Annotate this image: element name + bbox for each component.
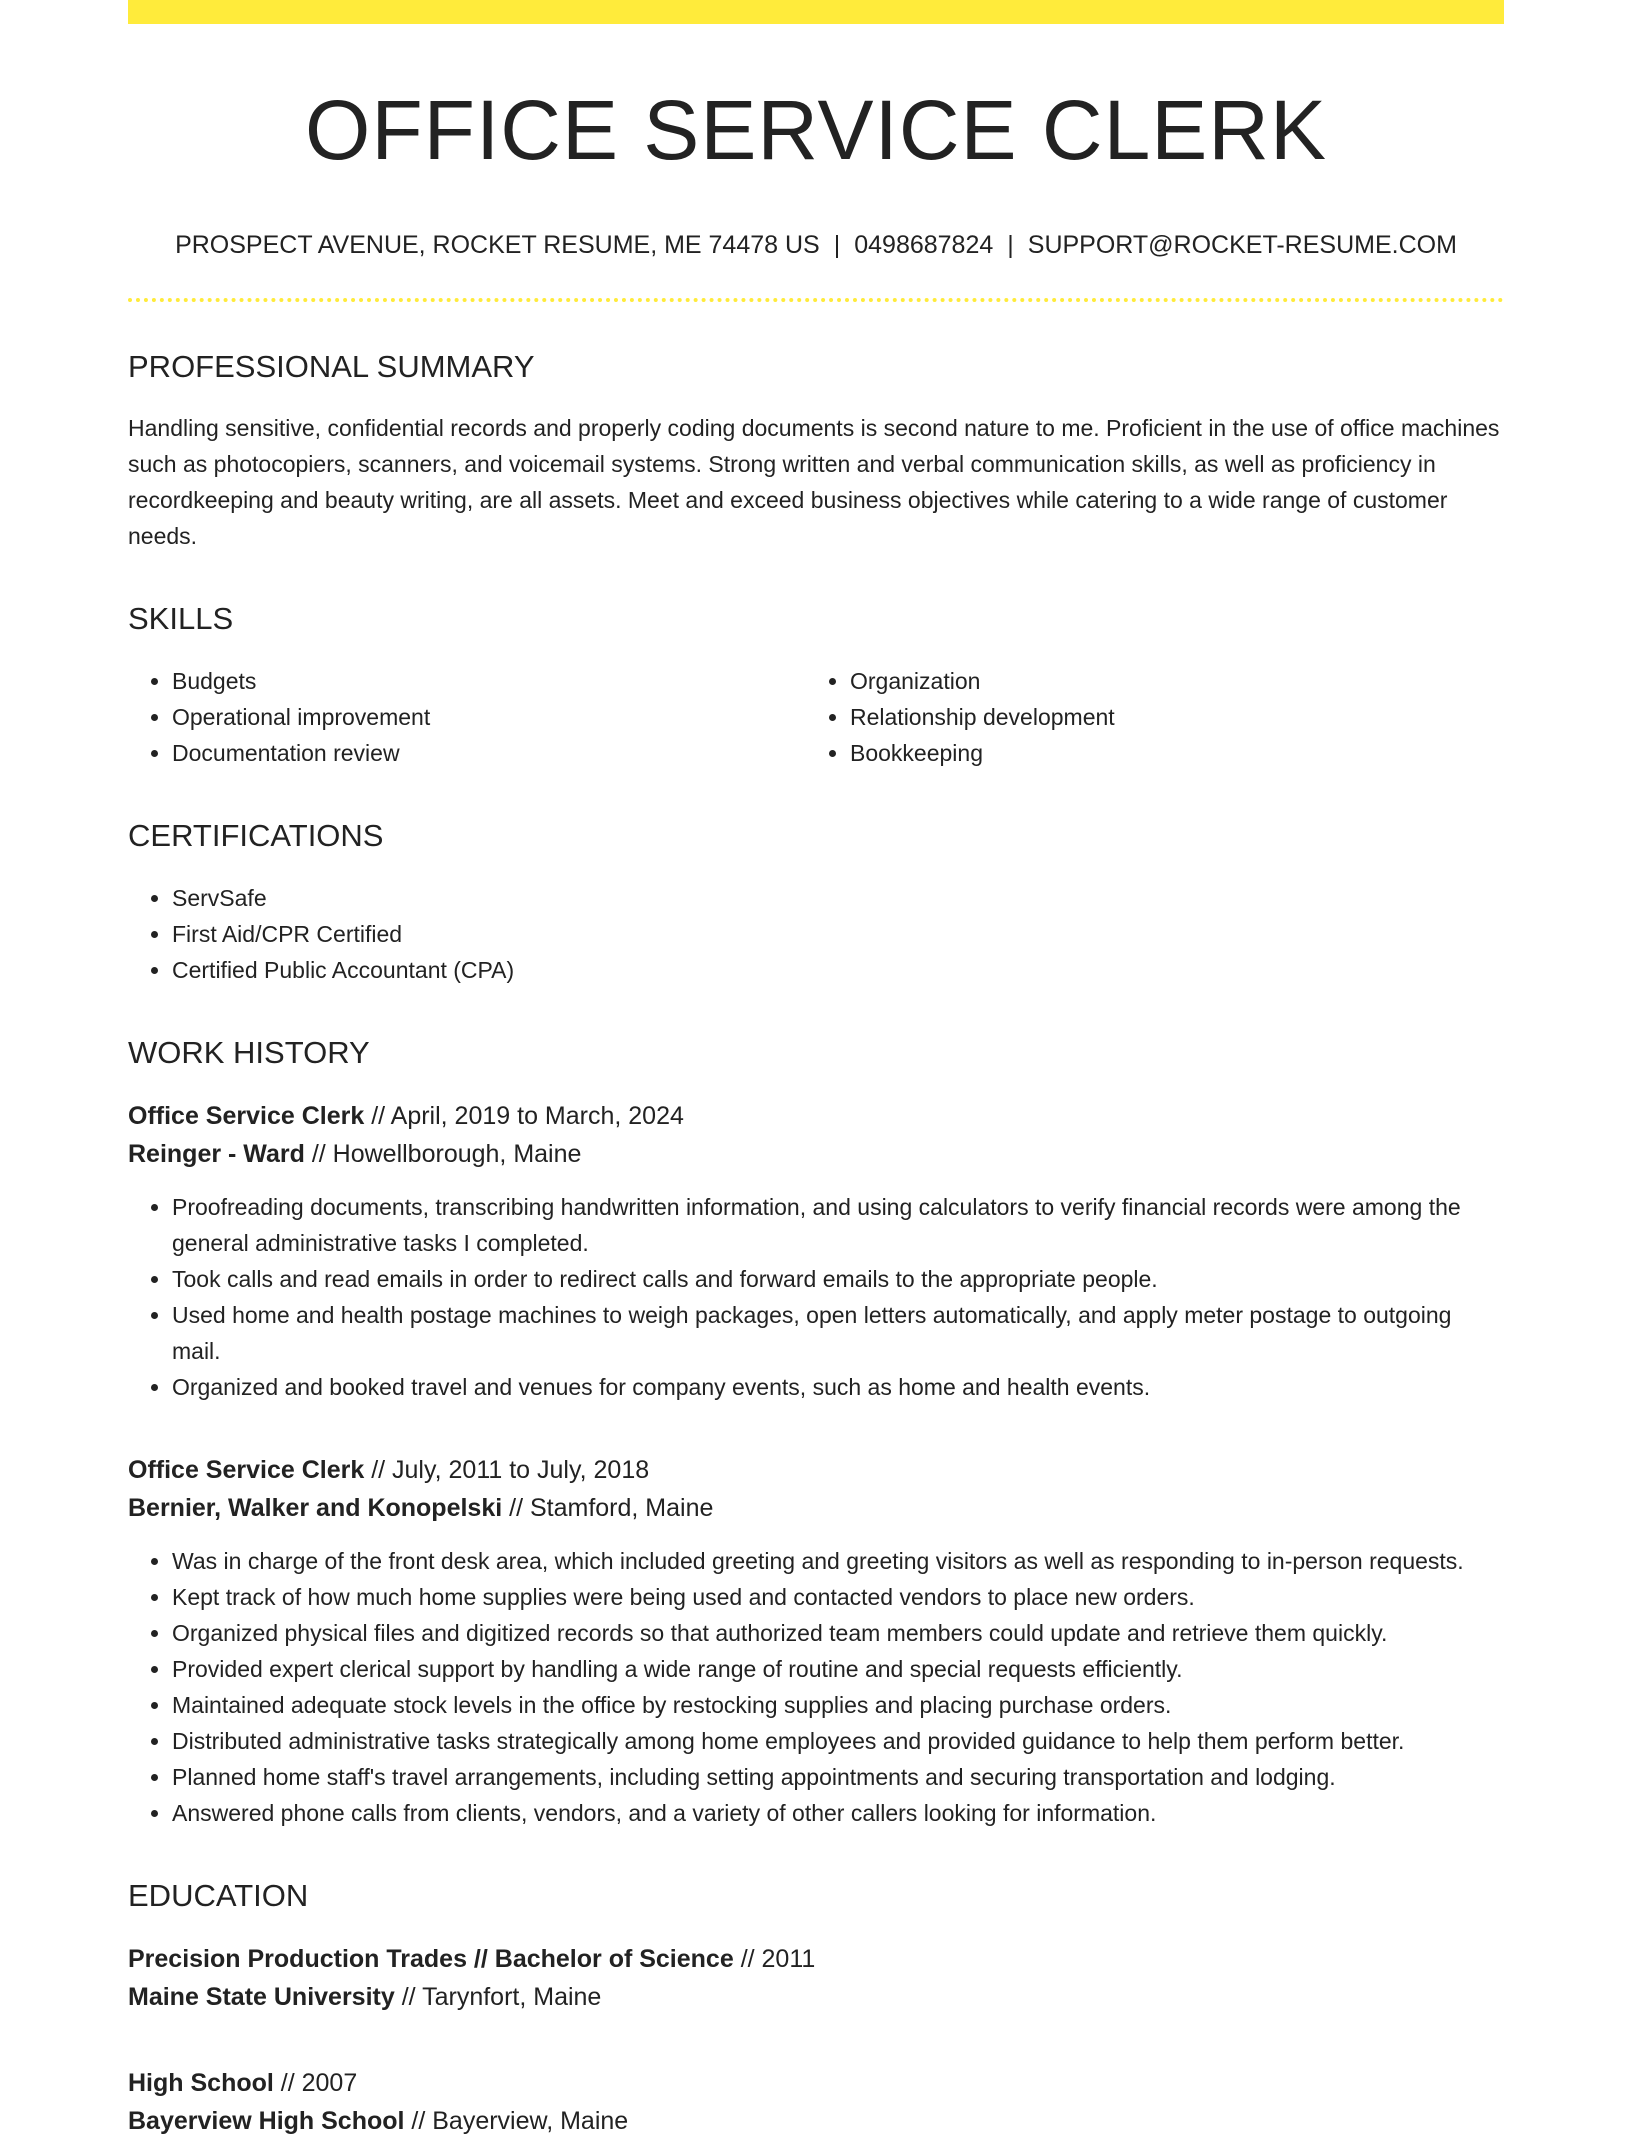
skill-item: • Relationship development xyxy=(850,699,1450,735)
job-bullet: • Answered phone calls from clients, vendors, and a variety of other callers looking for information. xyxy=(172,1795,1504,1831)
job-title-line xyxy=(128,1451,1504,1489)
skill-item: • Organization xyxy=(850,663,1450,699)
resume-page xyxy=(128,24,1504,2140)
certifications-list xyxy=(128,880,1504,988)
contact-line xyxy=(128,230,1504,260)
contact-address: PROSPECT AVENUE, ROCKET RESUME, ME 74478 US xyxy=(175,231,820,260)
contact-separator: | xyxy=(1007,231,1014,260)
job-bullets xyxy=(128,1543,1504,1831)
education-location: // Bayerview, Maine xyxy=(404,2107,629,2136)
job-bullet: • Planned home staff's travel arrangements, including setting appointments and securing transportation and lodging. xyxy=(172,1759,1504,1795)
top-accent-bar xyxy=(128,0,1504,24)
work-history-heading: WORK HISTORY xyxy=(128,1034,370,1070)
job-bullet: • Provided expert clerical support by handling a wide range of routine and special requests efficiently. xyxy=(172,1651,1504,1687)
education-school-line xyxy=(128,1978,1504,2016)
job-bullet: • Maintained adequate stock levels in the office by restocking supplies and placing purchase orders. xyxy=(172,1687,1504,1723)
education-school: Maine State University xyxy=(128,1983,395,2012)
resume-name: OFFICE SERVICE CLERK xyxy=(304,83,1327,177)
skill-item: • Operational improvement xyxy=(172,699,806,735)
skills-list-left xyxy=(128,663,806,771)
job-dates: // July, 2011 to July, 2018 xyxy=(364,1456,650,1485)
education-location: // Tarynfort, Maine xyxy=(394,1983,602,2012)
job-bullet: • Organized and booked travel and venues for company events, such as home and health events. xyxy=(172,1369,1504,1405)
education-degree: High School xyxy=(128,2069,274,2098)
job-role: Office Service Clerk xyxy=(128,1102,365,1131)
job-company-line xyxy=(128,1489,1504,1527)
certification-item: • ServSafe xyxy=(172,880,1504,916)
education-degree: Precision Production Trades // Bachelor of Science xyxy=(128,1945,734,1974)
job-company-line xyxy=(128,1135,1504,1173)
education-school: Bayerview High School xyxy=(128,2107,405,2136)
summary-text: Handling sensitive, confidential records and properly coding documents is second nature to me. Proficient in the use of office machines such as photocopiers, scanners, and voicemail systems. Strong written and verbal communication skills, as well as proficiency in recordkeeping and beauty writing, are all assets. Meet and exceed business objectives while catering to a wide range of customer needs. xyxy=(128,414,1500,549)
job-bullet: • Organized physical files and digitized records so that authorized team members could update and retrieve them quickly. xyxy=(172,1615,1504,1651)
skill-item: • Documentation review xyxy=(172,735,806,771)
job-role: Office Service Clerk xyxy=(128,1456,365,1485)
job-bullet: • Distributed administrative tasks strategically among home employees and provided guidance to help them perform better. xyxy=(172,1723,1504,1759)
contact-phone: 0498687824 xyxy=(854,231,994,260)
skill-item: • Budgets xyxy=(172,663,806,699)
education-degree-line xyxy=(128,1940,1504,1978)
education-year: // 2011 xyxy=(733,1945,816,1974)
education-degree-line xyxy=(128,2064,1504,2102)
contact-email: SUPPORT@ROCKET-RESUME.COM xyxy=(1027,231,1457,260)
job-location: // Stamford, Maine xyxy=(502,1494,714,1523)
job-bullets xyxy=(128,1189,1504,1405)
job-bullet: • Kept track of how much home supplies were being used and contacted vendors to place new orders. xyxy=(172,1579,1504,1615)
job-company: Reinger - Ward xyxy=(128,1140,305,1169)
job-title-line xyxy=(128,1097,1504,1135)
job-company: Bernier, Walker and Konopelski xyxy=(128,1494,503,1523)
summary-heading: PROFESSIONAL SUMMARY xyxy=(128,349,535,385)
job-dates: // April, 2019 to March, 2024 xyxy=(364,1102,684,1131)
skills-list-right xyxy=(806,663,1450,771)
certification-item: • Certified Public Accountant (CPA) xyxy=(172,952,1504,988)
job-bullet: • Used home and health postage machines to weigh packages, open letters automatically, and apply meter postage to outgoing mail. xyxy=(172,1297,1504,1369)
job-location: // Howellborough, Maine xyxy=(304,1140,582,1169)
education-school-line xyxy=(128,2102,1504,2140)
job-bullet: • Took calls and read emails in order to redirect calls and forward emails to the appropriate people. xyxy=(172,1261,1504,1297)
education-heading: EDUCATION xyxy=(128,1878,309,1914)
header-divider xyxy=(128,298,1504,302)
contact-separator: | xyxy=(833,231,841,260)
job-bullet: • Was in charge of the front desk area, which included greeting and greeting visitors as well as responding to in-person requests. xyxy=(172,1543,1504,1579)
education-year: // 2007 xyxy=(273,2069,358,2098)
job-bullet: • Proofreading documents, transcribing handwritten information, and using calculators to verify financial records were among the general administrative tasks I completed. xyxy=(172,1189,1504,1261)
skill-item: • Bookkeeping xyxy=(850,735,1450,771)
certification-item: • First Aid/CPR Certified xyxy=(172,916,1504,952)
skills-columns xyxy=(128,663,1504,771)
skills-heading: SKILLS xyxy=(128,600,234,636)
certifications-heading: CERTIFICATIONS xyxy=(128,817,384,853)
